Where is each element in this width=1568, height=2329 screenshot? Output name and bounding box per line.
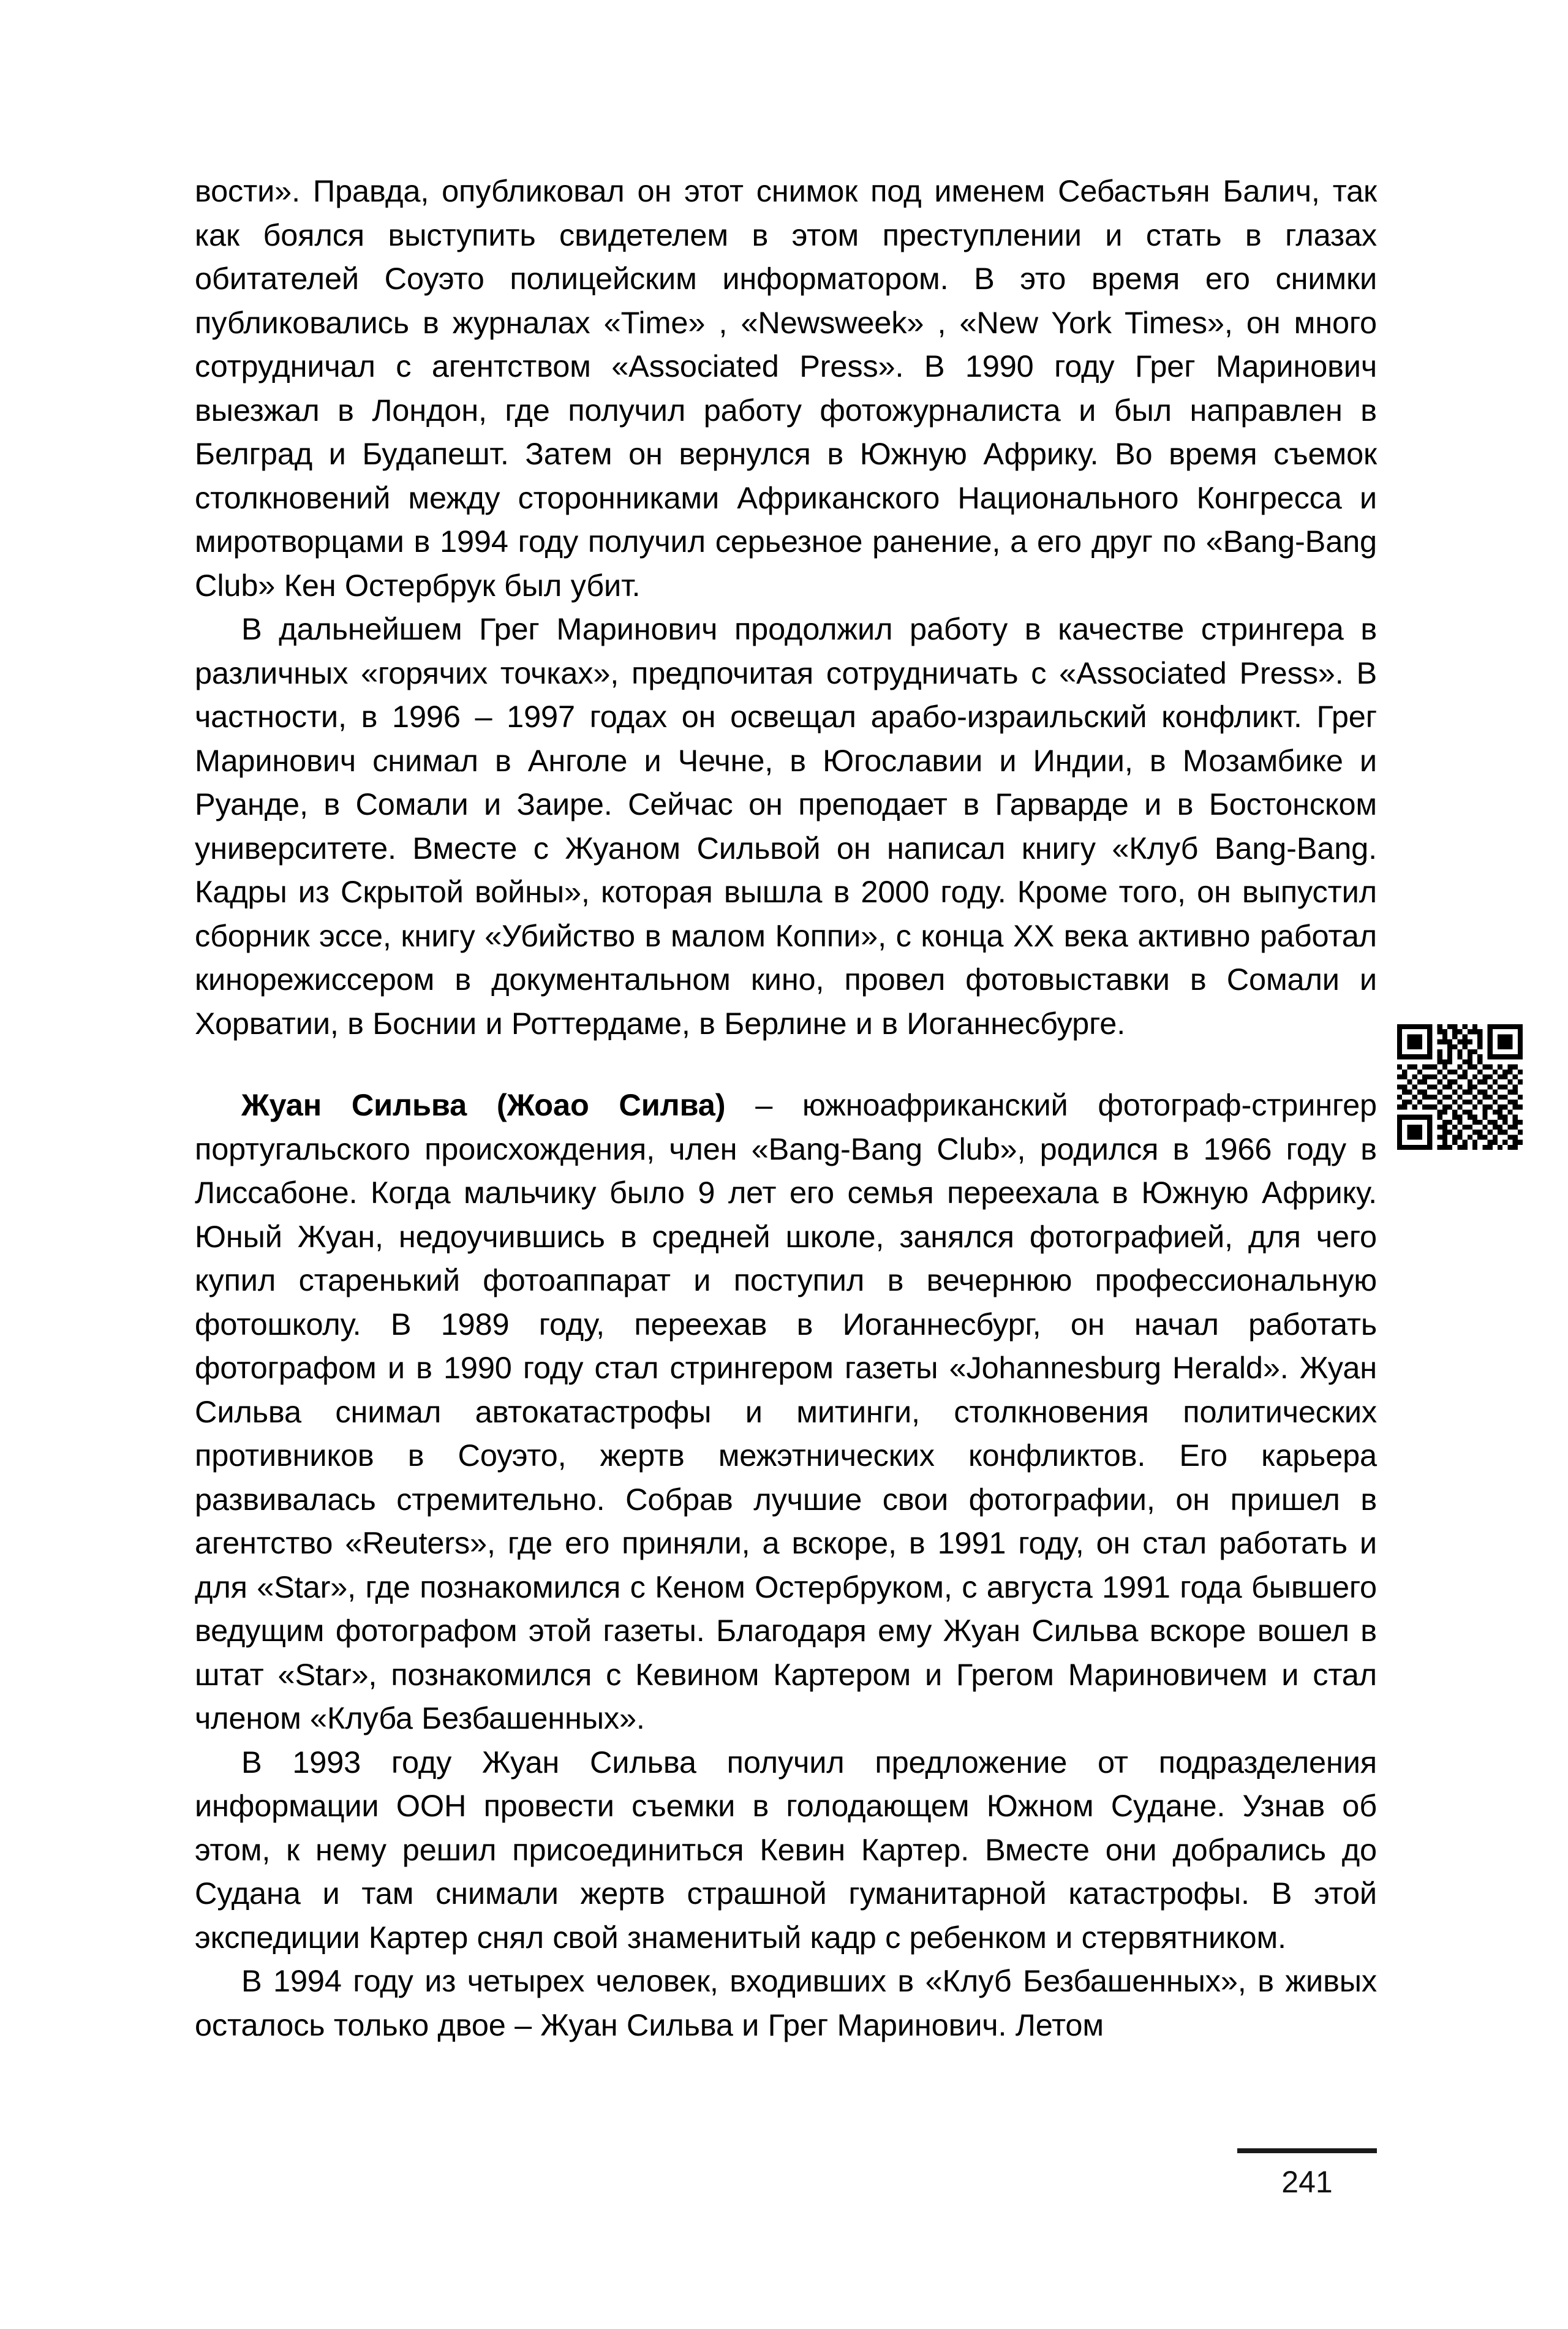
paragraph-greg-marinovich-continued: вости». Правда, опубликовал он этот снимок под именем Себастьян Балич, так как боялся выступить свидетелем в этом преступлении и стать в глазах обитателей Соуэто полицейским информатором. В это время его снимки публиковались в журналах «Time» , «Newsweek» , «New York Times», он много сотрудничал с агентством «Associated Press». В 1990 году Грег Маринович выезжал в Лондон, где получил работу фотожурналиста и был направлен в Белград и Будапешт. Затем он вернулся в Южную Африку. Во время съемок столкновений между сторонниками Африканского Национального Конгресса и миротворцами в 1994 году получил серьезное ранение, а его друг по «Bang-Bang Club» Кен Остербрук был убит. (195, 173, 1377, 603)
text-column (195, 169, 1377, 2047)
paragraph-juan-silva-bio-text: – южноафриканский фотограф-стрингер португальского происхождения, член «Bang-Bang Club», родился в 1966 году в Лиссабоне. Когда мальчику было 9 лет его семья переехала в Южную Африку. Юный Жуан, недоучившись в средней школе, занялся фотографией, для чего купил старенький фотоаппарат и поступил в вечернюю профессиональную фотошколу. В 1989 году, переехав в Иоганнесбург, он начал работать фотографом и в 1990 году стал стрингером газеты «Johannesburg Herald». Жуан Сильва снимал автокатастрофы и митинги, столкновения политических противников в Соуэто, жертв межэтнических конфликтов. Его карьера развивалась стремительно. Собрав лучшие свои фотографии, он пришел в агентство «Reuters», где его приняли, а вскоре, в 1991 году, он стал работать и для «Star», где познакомился с Кеном Остербруком, с августа 1991 года бывшего ведущим фотографом этой газеты. Благодаря ему Жуан Сильва вскоре вошел в штат «Star», познакомился с Кевином Картером и Грегом Мариновичем и стал членом «Клуба Безбашенных». (195, 1087, 1377, 1735)
paragraph-sudan-1993: В 1993 году Жуан Сильва получил предложение от подразделения информации ООН провести съемки в голодающем Южном Судане. Узнав об этом, к нему решил присоединиться Кевин Картер. Вместе они добрались до Судана и там снимали жертв страшной гуманитарной катастрофы. В этой экспедиции Картер снял свой знаменитый кадр с ребенком и стервятником. (195, 1744, 1377, 1955)
page-number: 241 (1281, 2165, 1333, 2199)
paragraph-juan-silva-bio (195, 1083, 1377, 1740)
paragraph-greg-marinovich-career: В дальнейшем Грег Маринович продолжил работу в качестве стрингера в различных «горячих точках», предпочитая сотрудничать с «Associated Press». В частности, в 1996 – 1997 годах он освещал арабо-израильский конфликт. Грег Маринович снимал в Анголе и Чечне, в Югославии и Индии, в Мозамбике и Руанде, в Сомали и Заире. Сейчас он преподает в Гарварде и в Бостонском университете. Вместе с Жуаном Сильвой он написал книгу «Клуб Bang-Bang. Кадры из Скрытой войны», которая вышла в 2000 году. Кроме того, он выпустил сборник эссе, книгу «Убийство в малом Коппи», с конца XX века активно работал кинорежиссером в документальном кино, провел фотовыставки в Сомали и Хорватии, в Боснии и Роттердаме, в Берлине и в Иоганнесбурге. (195, 611, 1377, 1041)
paragraph-1994-survivors: В 1994 году из четырех человек, входивших в «Клуб Безбашенных», в живых осталось только двое – Жуан Сильва и Грег Маринович. Летом (195, 1963, 1377, 2042)
person-name-juan-silva: Жуан Сильва (Жоао Силва) (241, 1087, 726, 1122)
qr-code-icon (1397, 1024, 1523, 1150)
footer-divider (1237, 2148, 1377, 2153)
